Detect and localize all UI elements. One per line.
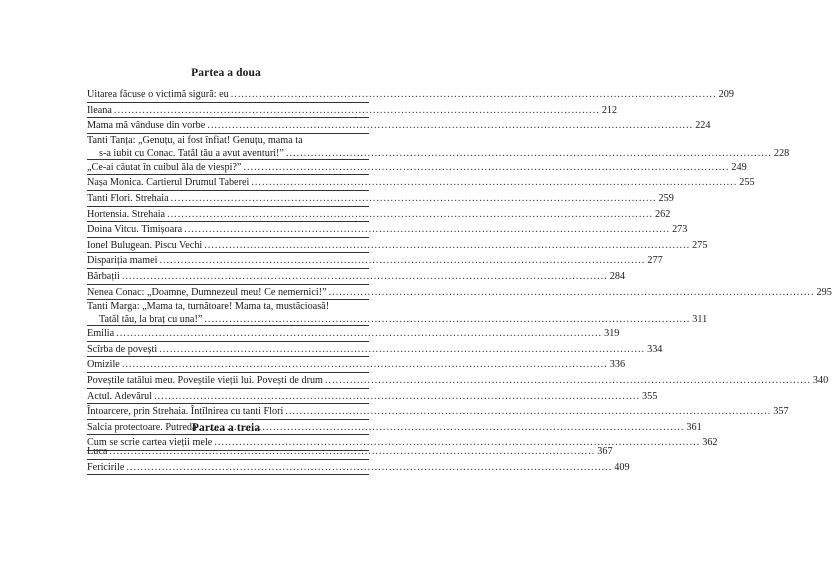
toc-entry [87,389,658,405]
toc-entry-title: Scîrba de povești [87,343,158,355]
dot-leader [204,239,690,252]
toc-entry-title: Cum se scrie cartea vieții mele [87,437,213,449]
dot-leader [325,374,811,387]
page-number: 259 [658,192,674,204]
part-two-contents [87,87,832,451]
toc-entry-title: Ileana [87,104,112,116]
toc-entry-title: Omizile [87,359,120,371]
page-number: 355 [642,390,658,402]
toc-entry-title: Mama mă vânduse din vorbe [87,120,206,132]
toc-entry [87,134,790,160]
page-number: 224 [695,120,711,132]
toc-entry-title: Poveștile tatălui meu. Poveștile vieții lui. Povești de drum [87,374,323,386]
page-number: 277 [647,255,663,267]
dot-leader [167,208,653,221]
page-number: 336 [609,359,626,371]
toc-entry-title: Salcia protectoare. Putredă [87,421,197,433]
dot-leader [184,223,670,236]
toc-entry [87,160,747,176]
toc-entry-title: Hortensia. Strehaia [87,208,166,220]
dot-leader [251,176,737,189]
page-number: 367 [597,446,613,457]
page-number: 228 [773,147,790,159]
toc-entry-title: Doina Vitcu. Timișoara [87,224,183,236]
toc-entry-title: Uitarea făcuse o victimă sigură: eu [87,89,229,100]
dot-leader [159,254,645,267]
toc-entry [87,103,618,119]
dot-leader [231,88,717,101]
page-number: 295 [816,286,832,298]
dot-leader [159,343,645,356]
dot-leader [243,161,729,174]
page-number: 255 [739,177,755,189]
dot-leader [285,405,771,418]
toc-entry [87,207,671,223]
toc-entry-title: Tanti Tanța: „Genuțu, ai fost înfiat! Genuțu, mama ta [87,134,303,146]
toc-entry [87,222,688,238]
toc-entry-title: Ionel Bulugean. Piscu Vechi [87,239,203,251]
toc-entry [87,238,708,254]
toc-entry-title: Tanti Flori. Strehaia [87,192,169,204]
toc-entry [87,87,734,103]
part-three-contents [87,444,630,475]
toc-entry-title: Luca [87,446,108,457]
toc-entry-title: „Ce-ai căutat în cuibul ăla de viespi?” [87,161,242,173]
page-number: 212 [601,104,618,116]
toc-entry [87,342,663,358]
toc-entry-continuation [87,313,708,326]
dot-leader [204,313,690,326]
dot-leader [116,327,602,340]
dot-leader [171,192,657,205]
page-number: 340 [812,374,829,386]
toc-entry [87,285,832,301]
toc-entry [87,269,626,285]
toc-entry-title: Nașa Monica. Cartierul Drumul Taberei [87,177,250,189]
toc-entry-title: Tanti Marga: „Mama ta, turnătoare! Mama ta, mustăcioasă! [87,301,330,313]
toc-entry-continuation [87,147,790,160]
toc-entry-title-continued: Tatăl tău, la braț cu una!” [99,314,203,326]
toc-entry-title: Dispariția mamei [87,255,158,267]
toc-entry [87,357,626,373]
toc-entry-title: Actul. Adevărul [87,390,153,402]
dot-leader [286,147,772,160]
dot-leader [109,445,595,458]
toc-entry [87,191,674,207]
toc-entry-title-continued: s-a iubit cu Conac. Tatăl tău a avut aventuri!” [99,147,284,159]
toc-entry [87,460,630,476]
dot-leader [122,358,608,371]
dot-leader [126,461,612,474]
toc-entry [87,444,613,460]
dot-leader [114,104,600,117]
page-number: 362 [702,437,718,449]
toc-entry-title: Întoarcere, prin Strehaia. Întîlnirea cu tanti Flori [87,406,284,418]
toc-entry-title: Emilia [87,328,115,340]
page-number: 262 [655,208,671,220]
page-number: 249 [731,161,747,173]
toc-entry-title: Fericirile [87,461,125,473]
page-number: 361 [686,421,702,433]
page-number: 357 [773,406,789,418]
page-number: 273 [672,224,688,236]
toc-entry [87,373,829,389]
toc-entry [87,326,620,342]
page-number: 275 [692,239,708,251]
dot-leader [207,119,693,132]
page-number: 209 [718,89,734,100]
page-number: 319 [604,328,620,340]
dot-leader [329,286,815,299]
part-two-heading: Partea a doua [191,67,261,79]
toc-entry [87,300,708,326]
dot-leader [122,270,608,283]
toc-entry [87,118,711,134]
toc-entry [87,253,663,269]
toc-entry-title: Bărbații [87,270,120,282]
part-three-heading: Partea a treia [191,422,261,434]
toc-entry [87,404,789,420]
page-number: 334 [647,343,663,355]
toc-entry [87,175,755,191]
dot-leader [154,390,640,403]
toc-entry-title: Nenea Conac: „Doamne, Dumnezeul meu! Ce nemernici!” [87,286,327,298]
page-number: 284 [609,270,626,282]
page-number: 311 [692,314,708,326]
page-number: 409 [614,461,630,473]
